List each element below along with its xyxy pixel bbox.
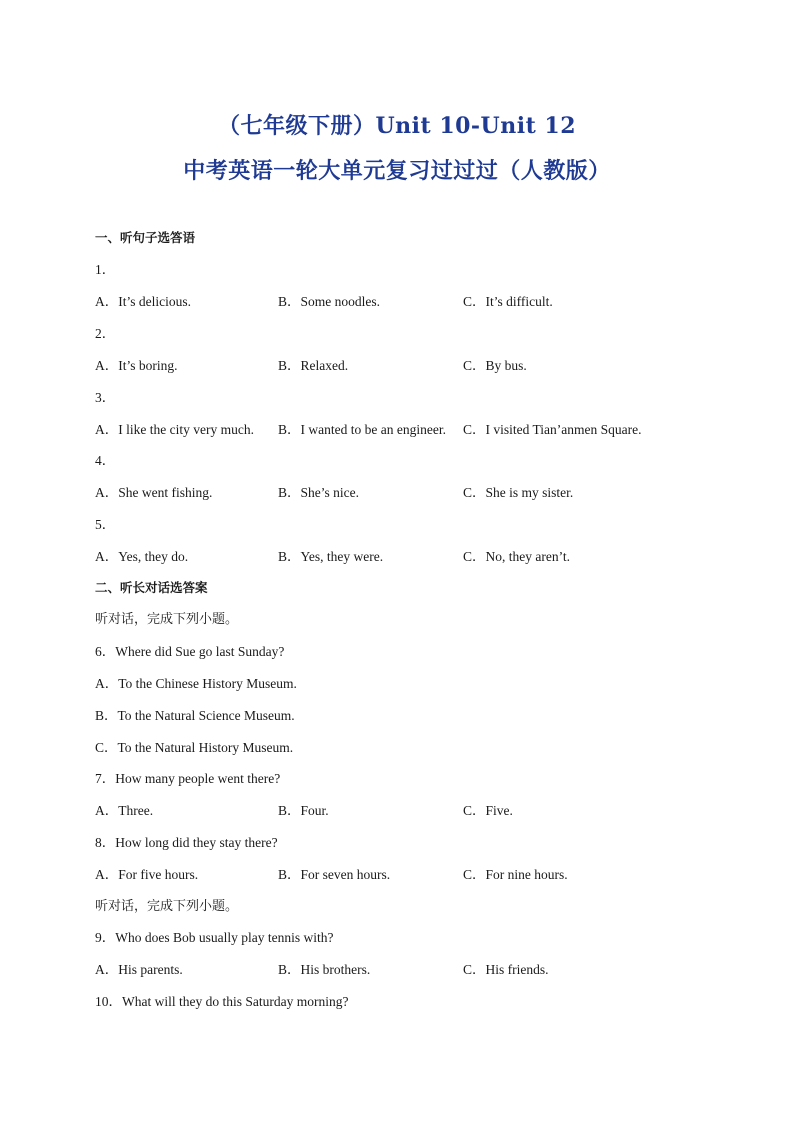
option-c: C．By bus. — [463, 358, 527, 373]
option-a: A．To the Chinese History Museum. — [95, 676, 297, 691]
section2-heading: 二、听长对话选答案 — [95, 580, 208, 595]
option-b: B．She’s nice. — [278, 485, 359, 500]
option-c: C．Five. — [463, 803, 513, 818]
option-b: B．Relaxed. — [278, 358, 349, 373]
question-text: 6．Where did Sue go last Sunday? — [95, 644, 285, 659]
question-text: 10．What will they do this Saturday morning? — [95, 994, 349, 1009]
section1-heading: 一、听句子选答语 — [95, 230, 196, 245]
option-b: B．I wanted to be an engineer. — [278, 422, 446, 437]
page-title-line1: （七年级下册）Unit 10-Unit 12 — [217, 113, 577, 139]
option-a: A．It’s delicious. — [95, 294, 191, 309]
option-c: C．His friends. — [463, 962, 549, 977]
option-b: B．To the Natural Science Museum. — [95, 708, 295, 723]
option-b: B．Four. — [278, 803, 329, 818]
option-b: B．Yes, they were. — [278, 549, 384, 564]
option-b: B．For seven hours. — [278, 867, 391, 882]
question-number: 1． — [95, 262, 116, 277]
option-c: C．It’s difficult. — [463, 294, 553, 309]
question-number: 3． — [95, 390, 116, 405]
option-a: A．Yes, they do. — [95, 549, 189, 564]
page-title-line2: 中考英语一轮大单元复习过过过（人教版） — [183, 158, 611, 184]
option-c: C．I visited Tian’anmen Square. — [463, 422, 642, 437]
option-c: C．No, they aren’t. — [463, 549, 570, 564]
option-c: C．For nine hours. — [463, 867, 568, 882]
option-a: A．I like the city very much. — [95, 422, 254, 437]
question-number: 5． — [95, 517, 116, 532]
option-c: C．She is my sister. — [463, 485, 574, 500]
instruction-text: 听对话，完成下列小题。 — [95, 899, 239, 914]
option-a: A．Three. — [95, 803, 154, 818]
question-text: 8．How long did they stay there? — [95, 835, 278, 850]
option-a: A．She went fishing. — [95, 485, 213, 500]
option-a: A．For five hours. — [95, 867, 199, 882]
question-text: 9．Who does Bob usually play tennis with? — [95, 930, 334, 945]
option-a: A．It’s boring. — [95, 358, 178, 373]
option-a: A．His parents. — [95, 962, 183, 977]
question-number: 4． — [95, 453, 116, 468]
option-c: C．To the Natural History Museum. — [95, 740, 294, 755]
option-b: B．His brothers. — [278, 962, 371, 977]
question-number: 2． — [95, 326, 116, 341]
instruction-text: 听对话，完成下列小题。 — [95, 612, 239, 627]
option-b: B．Some noodles. — [278, 294, 381, 309]
question-text: 7．How many people went there? — [95, 771, 281, 786]
